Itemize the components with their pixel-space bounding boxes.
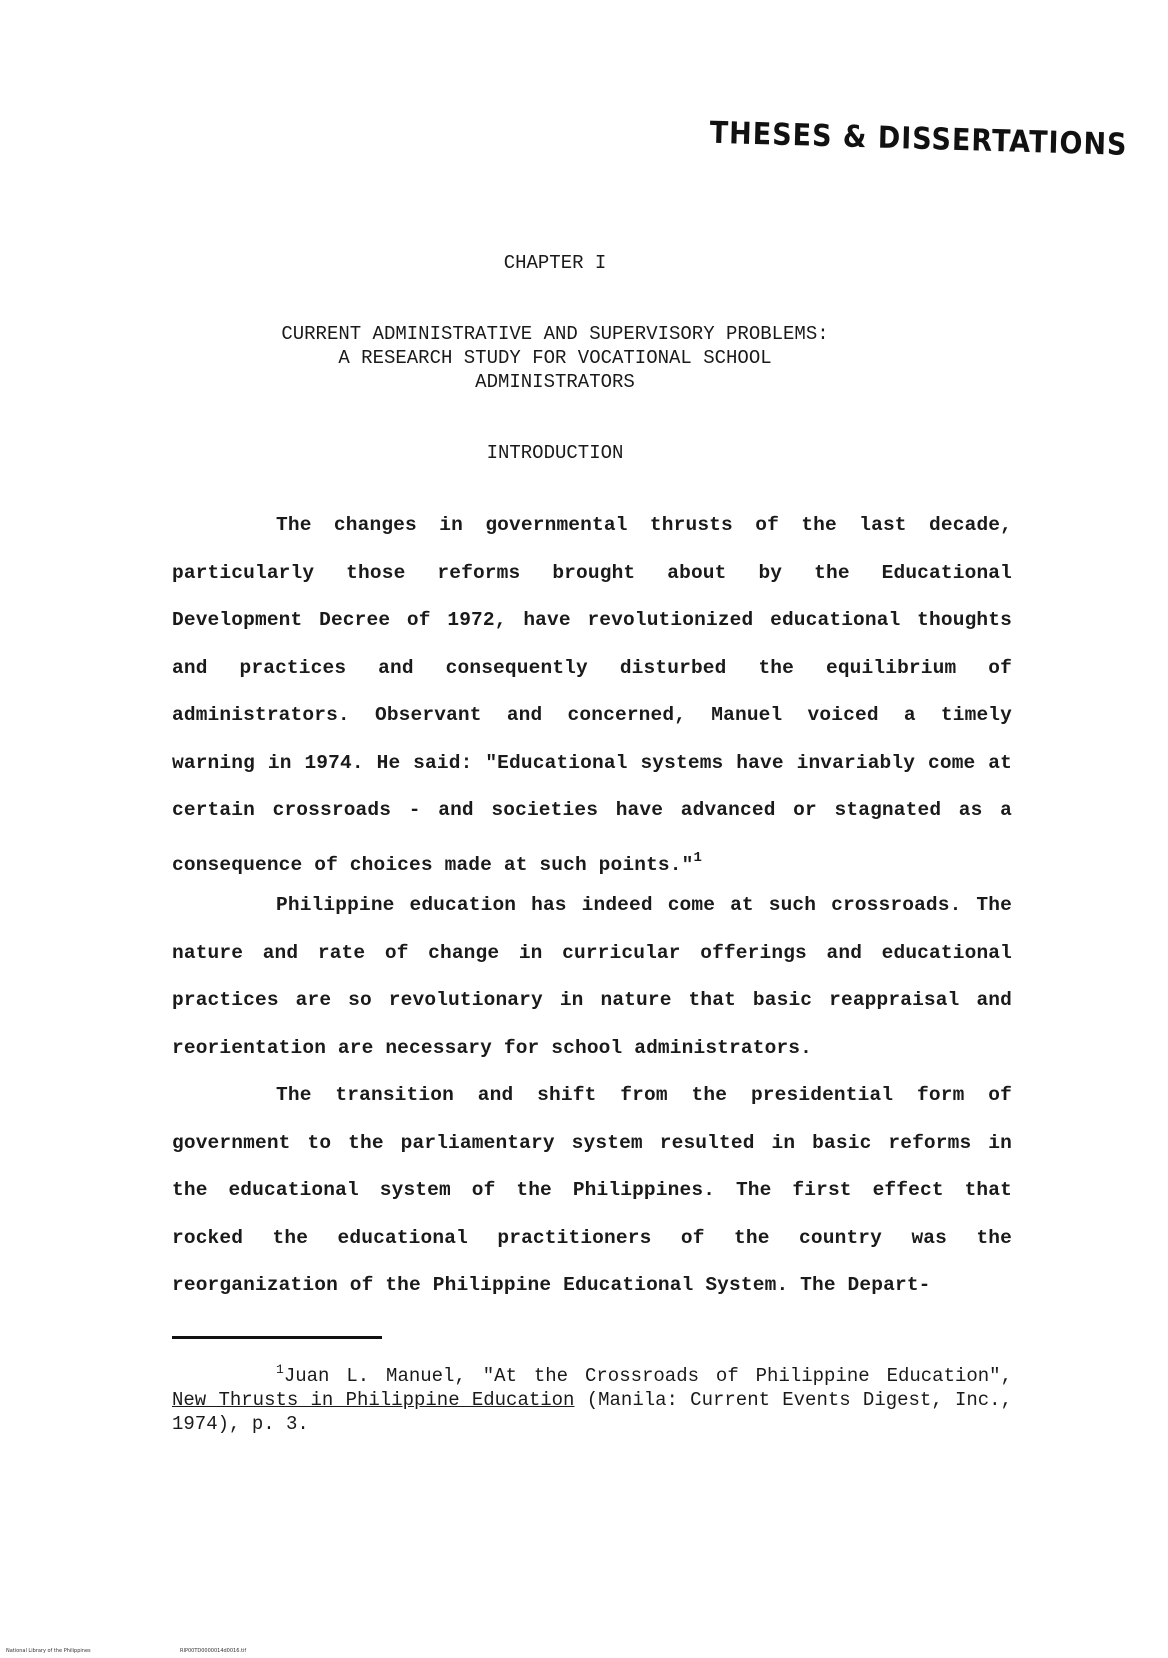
chapter-heading: CHAPTER I bbox=[503, 252, 607, 274]
theses-dissertations-stamp: THESES & DISSERTATIONS bbox=[709, 115, 1128, 163]
footnote-reference-marker: 1 bbox=[693, 849, 703, 866]
paragraph-2-text: Philippine education has indeed come at such crossroads. The nature and rate of change in curricular offerings and educational practices are so revolutionary in nature that basic reappraisal and reorientation are necessary for school administrators. bbox=[172, 894, 1012, 1059]
paragraph-1 bbox=[172, 502, 1012, 889]
footnote-citation-end: (Manila: Current Events Digest, Inc., 1974), p. 3. bbox=[172, 1389, 1012, 1435]
paragraph-3-text: The transition and shift from the presidential form of government to the parliamentary system resulted in basic reforms in the educational system of the Philippines. The first effect that rocked the educational practitioners of the country was the reorganization of the Philippine Educational System. The Depart- bbox=[172, 1084, 1012, 1296]
paragraph-1-text: The changes in governmental thrusts of the last decade, particularly those reforms brought about by the Educational Development Decree of 1972, have revolutionized educational thoughts and practices and consequently disturbed the equilibrium of administrators. Observant and concerned, Manuel voiced a timely warning in 1974. He said: "Educational systems have invariably come at certain crossroads - and societies have advanced or stagnated as a consequence of choices made at such points." bbox=[172, 514, 1012, 876]
footnote-citation-start: Juan L. Manuel, "At the Crossroads of Philippine Education", bbox=[283, 1365, 1012, 1387]
paragraph-2 bbox=[172, 882, 1012, 1072]
footnote-book-title: New Thrusts in Philippine Education bbox=[172, 1389, 575, 1411]
file-identifier: RIP00TD0000014d0016.tif bbox=[180, 1648, 247, 1654]
footnote-separator bbox=[172, 1336, 382, 1339]
footnote bbox=[172, 1358, 1012, 1436]
title-line-2: A RESEARCH STUDY FOR VOCATIONAL SCHOOL bbox=[338, 347, 772, 369]
library-watermark: National Library of the Philippines bbox=[6, 1648, 91, 1654]
paragraph-3 bbox=[172, 1072, 1012, 1310]
section-heading-introduction: INTRODUCTION bbox=[486, 442, 624, 464]
footnote-marker: 1 bbox=[276, 1362, 284, 1377]
thesis-title bbox=[0, 322, 1110, 394]
title-line-3: ADMINISTRATORS bbox=[475, 371, 635, 393]
title-line-1: CURRENT ADMINISTRATIVE AND SUPERVISORY PROBLEMS: bbox=[281, 323, 829, 345]
